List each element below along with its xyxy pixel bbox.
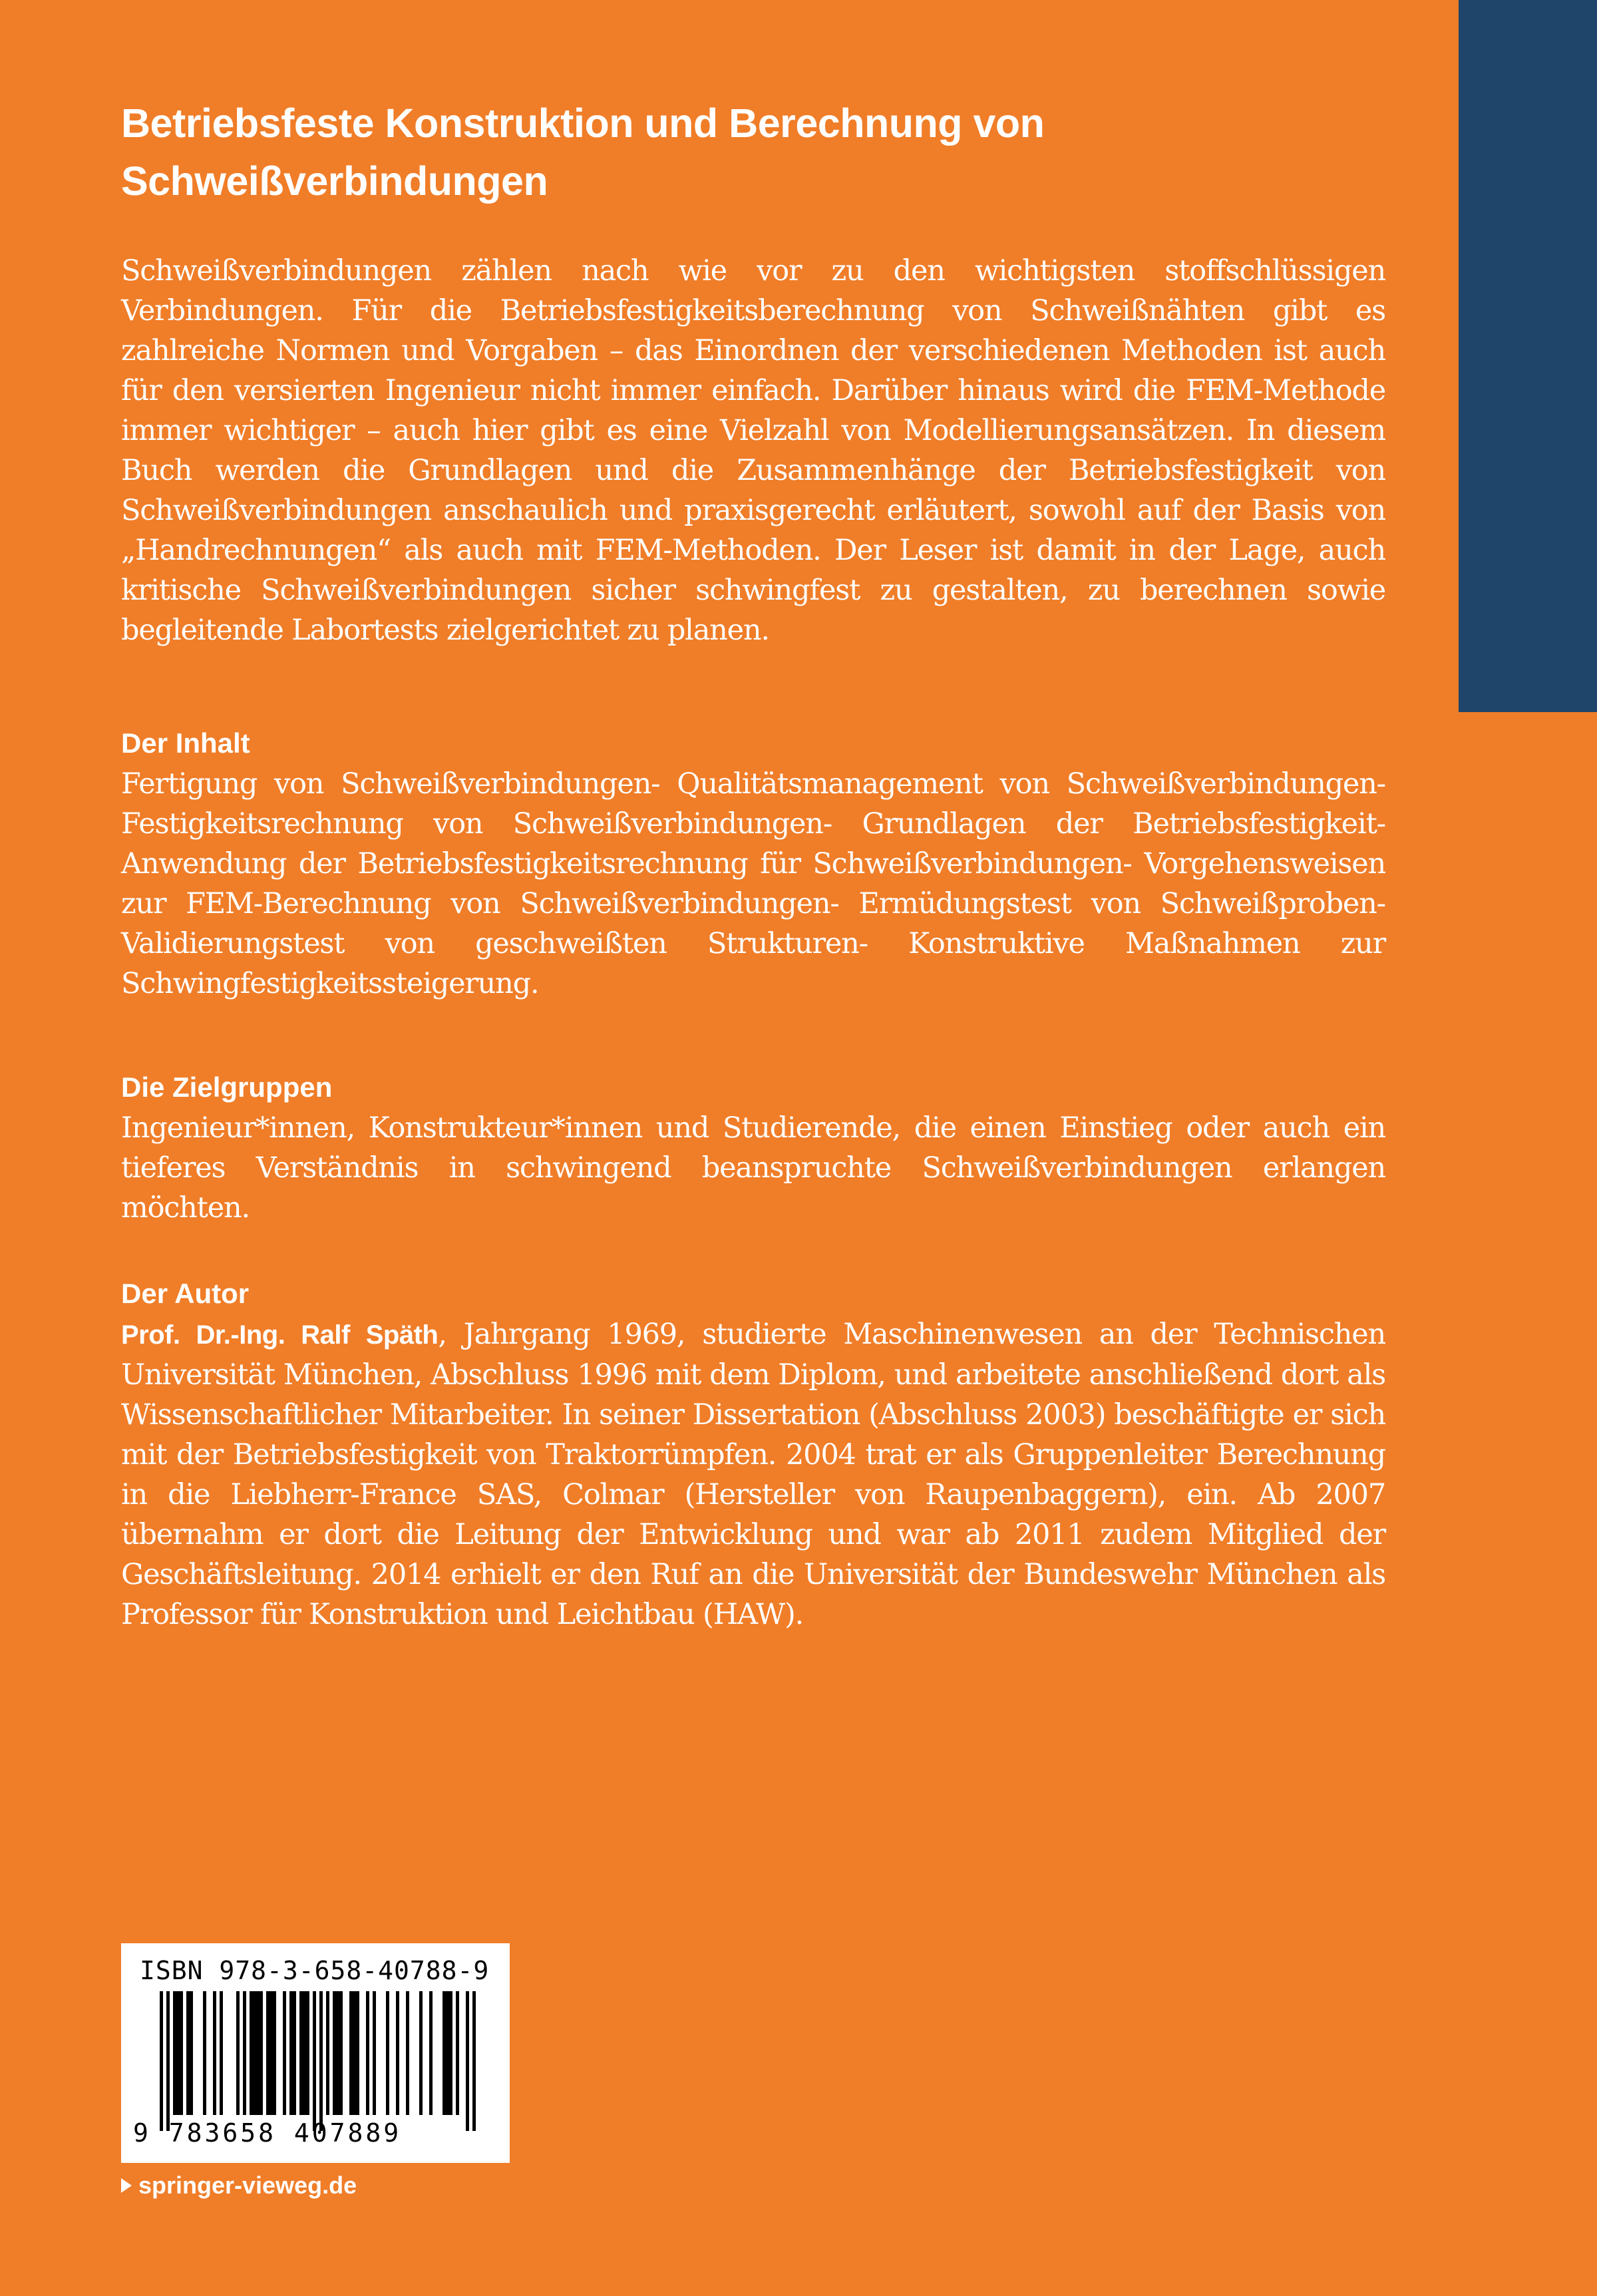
barcode-digits: 9 783658 407889 bbox=[133, 2118, 402, 2148]
zielgruppen-text: Ingenieur*innen, Konstrukteur*innen und Studierende, die einen Einstieg oder auch ein tieferes Verständnis in schwingend beanspruchte Schweißverbindungen erlangen möchten. bbox=[121, 1111, 1385, 1225]
title-line-1: Betriebsfeste Konstruktion und Berechnung von bbox=[121, 100, 1045, 146]
barcode-bar bbox=[373, 1991, 376, 2115]
barcode-bar bbox=[220, 1991, 223, 2115]
barcode-bar bbox=[203, 1991, 206, 2115]
intro-paragraph: Schweißverbindungen zählen nach wie vor zu den wichtigsten stoffschlüssigen Verbindungen. Für die Betriebsfestigkeitsberechnung von Schweißnähten gibt es zahlreiche Normen und Vorgaben – das Einordnen der verschiedenen Methoden ist auch für den versierten Ingenieur nicht immer einfach. Darüber hinaus wird die FEM-Methode immer wichtiger – auch hier gibt es eine Vielzahl von Modellierungsansätzen. In diesem Buch werden die Grundlagen und die Zusammenhänge der Betriebsfestigkeit von Schweißverbindungen anschaulich und praxisgerecht erläutert, sowohl auf der Basis von „Handrechnungen“ als auch mit FEM-Methoden. Der Leser ist damit in der Lage, auch kritische Schweißverbindungen sicher schwingfest zu gestalten, zu berechnen sowie begleitende Labortests zielgerichtet zu planen. bbox=[121, 254, 1385, 647]
barcode-bar bbox=[386, 1991, 389, 2115]
barcode-bar bbox=[213, 1991, 216, 2115]
barcode-bar bbox=[356, 1991, 359, 2115]
autor-heading: Der Autor bbox=[121, 1278, 250, 1309]
barcode-bar bbox=[419, 1991, 423, 2115]
isbn-label: ISBN 978-3-658-40788-9 bbox=[140, 1956, 490, 1985]
barcode-bar bbox=[406, 1991, 409, 2115]
barcode-bar bbox=[299, 1991, 303, 2115]
autor-bio bbox=[121, 1314, 1385, 1634]
barcode-bar bbox=[339, 1991, 343, 2115]
barcode-bar bbox=[186, 1991, 190, 2115]
barcode-bar bbox=[353, 1991, 356, 2115]
barcode-bar bbox=[303, 1991, 306, 2115]
barcode-bar bbox=[166, 1991, 170, 2131]
barcode-bar bbox=[176, 1991, 180, 2115]
title-line-2: Schweißverbindungen bbox=[121, 158, 548, 204]
play-arrow-icon bbox=[121, 2178, 132, 2193]
inhalt-heading: Der Inhalt bbox=[121, 727, 250, 759]
barcode-bar bbox=[466, 1991, 469, 2131]
barcode-bar bbox=[429, 1991, 433, 2115]
barcode-bar bbox=[313, 1991, 316, 2131]
publisher-url: springer-vieweg.de bbox=[138, 2172, 357, 2199]
barcode-bar bbox=[326, 1991, 329, 2115]
barcode-bar bbox=[260, 1991, 263, 2115]
barcode-bar bbox=[256, 1991, 260, 2115]
barcode-bar bbox=[289, 1991, 293, 2115]
barcode-bar bbox=[269, 1991, 273, 2115]
barcode-bar bbox=[306, 1991, 309, 2115]
author-name: Prof. Dr.-Ing. Ralf Späth bbox=[121, 1320, 439, 1350]
barcode-bar bbox=[160, 1991, 163, 2131]
isbn-barcode bbox=[121, 1943, 510, 2163]
section-zielgruppen bbox=[121, 1068, 1385, 1228]
barcode-bar bbox=[456, 1991, 459, 2115]
inhalt-text: Fertigung von Schweißverbindungen- Qualitätsmanagement von Schweißverbindungen- Festigkeitsrechnung von Schweißverbindungen- Grundlagen der Betriebsfestigkeit- Anwendung der Betriebsfestigkeitsrechnung für Schweißverbindungen- Vorgehensweisen zur FEM-Berechnung von Schweißverbindungen- Ermüdungstest von Schweißproben- Validierungstest von geschweißten Strukturen- Konstruktive Maßnahmen zur Schwingfestigkeitssteigerung. bbox=[121, 767, 1385, 1000]
barcode-bar bbox=[266, 1991, 269, 2115]
barcode-bar bbox=[333, 1991, 336, 2115]
barcode-bar bbox=[273, 1991, 276, 2115]
barcode-bar bbox=[449, 1991, 452, 2115]
barcode-bar bbox=[283, 1991, 286, 2115]
barcode-bar bbox=[243, 1991, 246, 2115]
barcode-bar bbox=[472, 1991, 476, 2131]
section-inhalt bbox=[121, 724, 1385, 1004]
publisher-link[interactable] bbox=[121, 2171, 357, 2200]
barcode-bar bbox=[443, 1991, 446, 2115]
cover-side-band bbox=[1459, 0, 1597, 712]
barcode-bar bbox=[336, 1991, 339, 2115]
section-autor bbox=[121, 1274, 1385, 1634]
barcode-bar bbox=[396, 1991, 399, 2115]
barcode-bar bbox=[293, 1991, 296, 2115]
zielgruppen-heading: Die Zielgruppen bbox=[121, 1071, 333, 1103]
barcode-bar bbox=[250, 1991, 253, 2115]
book-title bbox=[121, 95, 1385, 210]
barcode-bar bbox=[366, 1991, 369, 2115]
barcode-bar bbox=[236, 1991, 240, 2115]
barcode-bar bbox=[349, 1991, 353, 2115]
barcode-bar bbox=[319, 1991, 323, 2131]
barcode-bar bbox=[173, 1991, 176, 2115]
autor-text: , Jahrgang 1969, studierte Maschinenwesen an der Technischen Universität München, Abschluss 1996 mit dem Diplom, und arbeitete anschließend dort als Wissenschaftlicher Mitarbeiter. In seiner Dissertation (Abschluss 2003) beschäftigte er sich mit der Betriebsfestigkeit von Traktorrümpfen. 2004 trat er als Gruppenleiter Berechnung in die Liebherr-France SAS, Colmar (Hersteller von Raupenbaggern), ein. Ab 2007 übernahm er dort die Leitung der Entwicklung und war ab 2011 zudem Mitglied der Geschäftsleitung. 2014 erhielt er den Ruf an die Universität der Bundeswehr München als Professor für Konstruktion und Leichtbau (HAW). bbox=[121, 1318, 1385, 1631]
barcode-bar bbox=[253, 1991, 256, 2115]
barcode-bar bbox=[446, 1991, 449, 2115]
barcode-bar bbox=[180, 1991, 183, 2115]
barcode-bar bbox=[190, 1991, 193, 2115]
